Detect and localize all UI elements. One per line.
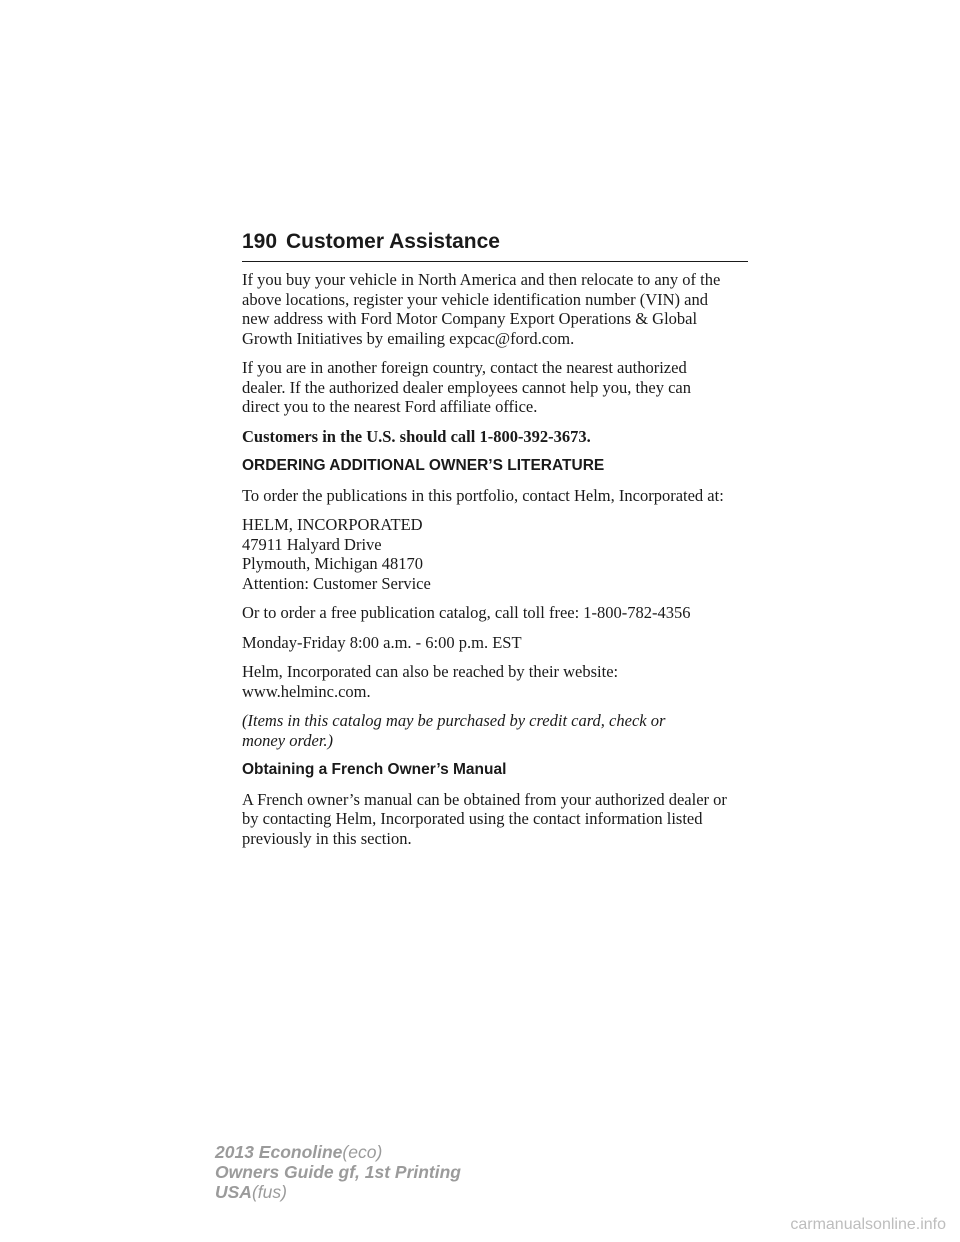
footer-line-model: 2013 Econoline(eco)	[215, 1142, 383, 1162]
paragraph-website: Helm, Incorporated can also be reached by their website: www.helminc.com.	[242, 662, 619, 701]
heading-ordering-literature: ORDERING ADDITIONAL OWNER’S LITERATURE	[242, 457, 605, 474]
section-title: Customer Assistance	[286, 230, 500, 253]
paragraph-order-publications: To order the publications in this portfolio, contact Helm, Incorporated at:	[242, 485, 724, 505]
subheading-french-manual: Obtaining a French Owner’s Manual	[242, 761, 507, 778]
address-block: HELM, INCORPORATED 47911 Halyard Drive Plymouth, Michigan 48170 Attention: Customer Service	[242, 515, 431, 593]
page-content	[242, 270, 762, 858]
page-number: 190	[242, 230, 278, 253]
paragraph-french-manual: A French owner’s manual can be obtained from your authorized dealer or by contacting Helm, Incorporated using the contact information listed previously in this section.	[242, 789, 727, 848]
paragraph-payment-note: (Items in this catalog may be purchased by credit card, check or money order.)	[242, 711, 666, 750]
document-footer	[215, 1142, 461, 1202]
page-header	[242, 229, 748, 262]
paragraph-relocation: If you buy your vehicle in North America and then relocate to any of the above locations, register your vehicle identification number (VIN) and new address with Ford Motor Company Export Operations & Global Growth Initiatives by emailing expcac@ford.com.	[242, 270, 721, 348]
footer-line-printing: Owners Guide gf, 1st Printing	[215, 1162, 461, 1182]
paragraph-hours: Monday-Friday 8:00 a.m. - 6:00 p.m. EST	[242, 632, 522, 652]
paragraph-catalog-phone: Or to order a free publication catalog, call toll free: 1-800-782-4356	[242, 603, 691, 622]
paragraph-us-phone: Customers in the U.S. should call 1-800-392-3673.	[242, 426, 591, 446]
paragraph-foreign-country: If you are in another foreign country, contact the nearest authorized dealer. If the authorized dealer employees cannot help you, they can direct you to the nearest Ford affiliate office.	[242, 358, 691, 416]
watermark-text: carmanualsonline.info	[790, 1216, 946, 1233]
footer-line-region: USA(fus)	[215, 1182, 287, 1202]
